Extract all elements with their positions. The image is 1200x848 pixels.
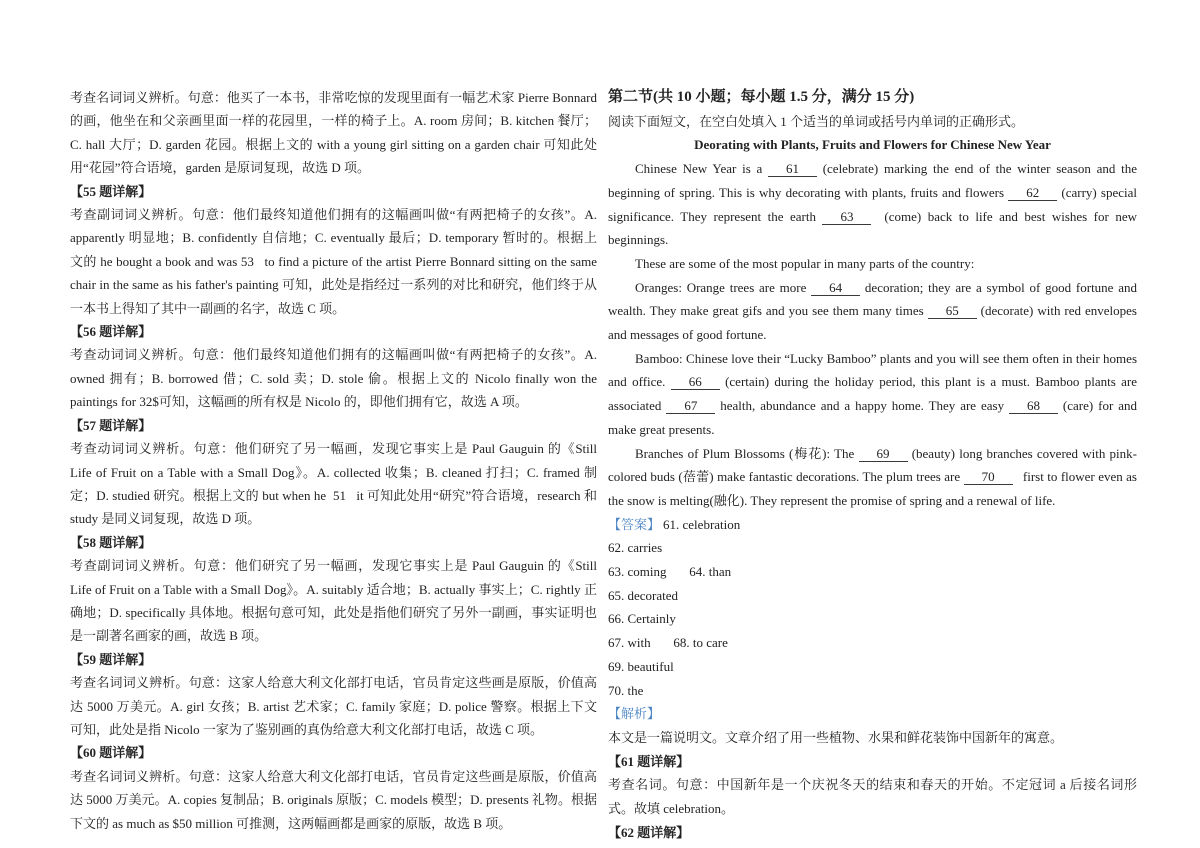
- cloze-blank-61: 61: [768, 161, 817, 177]
- cloze-blank-69: 69: [859, 446, 908, 462]
- answers-line-1-blue-label: 【答案】: [608, 516, 661, 532]
- section2-heading: 第二节(共 10 小题；每小题 1.5 分，满分 15 分): [608, 89, 915, 105]
- cloze-blank-64: 64: [811, 280, 860, 296]
- answers-line-8: 70. the: [608, 682, 644, 698]
- q55-explanation: 考查副词词义辨析。句意：他们最终知道他们拥有的这幅画叫做“有两把椅子的女孩”。A. apparently 明显地；B. confidently 自信地；C. eventually 最后；D. temporary 暂时的。根据上文的 he bought a book and was 53 to find a picture of the artist Pierre Bonnard sitting on the same chair in the same as his father's painting 可知，此处是指经过一系列的对比和研究，他们终于从一本书上得知了其中一副画的名字，故选 C 项。: [70, 207, 597, 316]
- cloze-blank-63: 63: [822, 209, 871, 225]
- cloze-blank-65: 65: [928, 303, 977, 319]
- q60-explanation: 考查名词词义辨析。句意：这家人给意大利文化部打电话，官员肯定这些画是原版，价值高达 5000 万美元。A. copies 复制品；B. originals 原版；C. models 模型；D. presents 礼物。根据下文的 as much as $50 million 可推测，这两幅画都是画家的原版，故选 B 项。: [70, 768, 597, 831]
- passage-title: Deorating with Plants, Fruits and Flowers for Chinese New Year: [694, 137, 1051, 153]
- q56-heading: 【56 题详解】: [70, 324, 152, 340]
- cloze-blank-70: 70: [964, 469, 1013, 485]
- section2-instructions: 阅读下面短文，在空白处填入 1 个适当的单词或括号内单词的正确形式。: [608, 113, 1025, 129]
- q56-explanation: 考查动词词义辨析。句意：他们最终知道他们拥有的这幅画叫做“有两把椅子的女孩”。A. owned 拥有；B. borrowed 借；C. sold 卖；D. stole 偷。根据上文的 Nicolo finally won the paintings for 32$可知，这幅画的所有权是 Nicolo 的，即他们拥有它，故选 A 项。: [70, 347, 597, 410]
- answers-line-7: 69. beautiful: [608, 658, 674, 674]
- q60-heading: 【60 题详解】: [70, 745, 152, 761]
- q59-heading: 【59 题详解】: [70, 651, 152, 667]
- answers-line-6: 67. with 68. to care: [608, 635, 728, 651]
- passage-para-1: Chinese New Year is a 61 (celebrate) marking the end of the winter season and the beginning of spring. This is why decorating with plants, fruits and flowers 62 (carry) special significance. They represent the earth 63 (come) back to life and best wishes for new beginnings.: [608, 161, 1138, 248]
- passage-para-2: These are some of the most popular in many parts of the country:: [635, 255, 975, 271]
- cloze-blank-67: 67: [666, 398, 715, 414]
- q58-explanation: 考查副词词义辨析。句意：他们研究了另一幅画，发现它事实上是 Paul Gauguin 的《Still Life of Fruit on a Table with a Small Dog》。A. suitably 适合地；B. actually 事实上；C. rightly 正确地；D. specifically 具体地。根据句意可知，此处是指他们研究了另外一副画，事实证明也是一副著名画家的画，故选 B 项。: [70, 558, 597, 644]
- passage-para-5: Branches of Plum Blossoms (梅花): The 69 (beauty) long branches covered with pink-colored buds (蓓蕾) make fantastic decorations. The plum trees are 70 first to flower even as the snow is melting(融化). They represent the promise of spring and a renewal of life.: [608, 445, 1137, 508]
- q61-heading: 【61 题详解】: [608, 753, 690, 769]
- answers-line-5: 66. Certainly: [608, 611, 676, 627]
- q54-explanation: 考查名词词义辨析。句意：他买了一本书，非常吃惊的发现里面有一幅艺术家 Pierre Bonnard 的画，他坐在和父亲画里面一样的花园里，一样的椅子上。A. room 房间；B. kitchen 餐厅；C. hall 大厅；D. garden 花园。根据上文的 with a young girl sitting on a garden chair 可知此处用“花园”符合语境，garden 是原词复现，故选 D 项。: [70, 90, 597, 176]
- passage-para-4: Bamboo: Chinese love their “Lucky Bamboo” plants and you will see them often in their homes and office. 66 (certain) during the holiday period, this plant is a must. Bamboo plants are associated 67 health, abundance and a happy home. They are easy 68 (care) for and make great presents.: [608, 350, 1137, 437]
- analysis-marker: [608, 702, 1137, 726]
- analysis-summary: 本文是一篇说明文。文章介绍了用一些植物、水果和鲜花装饰中国新年的寓意。: [608, 729, 1064, 745]
- answers-line-4: 65. decorated: [608, 587, 679, 603]
- q59-explanation: 考查名词词义辨析。句意：这家人给意大利文化部打电话，官员肯定这些画是原版，价值高达 5000 万美元。A. girl 女孩；B. artist 艺术家；C. family 家庭；D. police 警察。根据上下文可知，此处是指 Nicolo 一家为了鉴别画的真伪给意大利文化部打电话，故选 C 项。: [70, 675, 597, 737]
- left-column: [70, 86, 597, 835]
- q57-heading: 【57 题详解】: [70, 417, 152, 433]
- answers-line-1: 【答案】 61. celebration: [608, 516, 741, 532]
- q57-explanation: 考查动词词义辨析。句意：他们研究了另一幅画，发现它事实上是 Paul Gauguin 的《Still Life of Fruit on a Table with a Small Dog》。A. collected 收集；B. cleaned 打扫；C. framed 制定；D. studied 研究。根据上文的 but when he 51 it 可知此处用“研究”符合语境，research 和 study 是同义词复现，故选 D 项。: [70, 441, 597, 527]
- q61-explanation: 考查名词。句意：中国新年是一个庆祝冬天的结束和春天的开始。不定冠词 a 后接名词形式。故填 celebration。: [608, 777, 1137, 817]
- cloze-blank-62: 62: [1008, 185, 1057, 201]
- q58-heading: 【58 题详解】: [70, 534, 152, 550]
- analysis-marker-blue-label: 【解析】: [608, 706, 661, 722]
- q62-heading: 【62 题详解】: [608, 824, 690, 840]
- cloze-blank-68: 68: [1009, 398, 1058, 414]
- answers-line-3: 63. coming 64. than: [608, 564, 732, 580]
- passage-para-3: Oranges: Orange trees are more 64 decoration; they are a symbol of good fortune and wealth. They make great gifs and you see them many times 65 (decorate) with red envelopes and messages of good fortune.: [608, 279, 1137, 343]
- q55-heading: 【55 题详解】: [70, 183, 152, 199]
- cloze-blank-66: 66: [671, 374, 720, 390]
- answers-line-2: 62. carries: [608, 540, 663, 556]
- right-column: [608, 86, 1137, 845]
